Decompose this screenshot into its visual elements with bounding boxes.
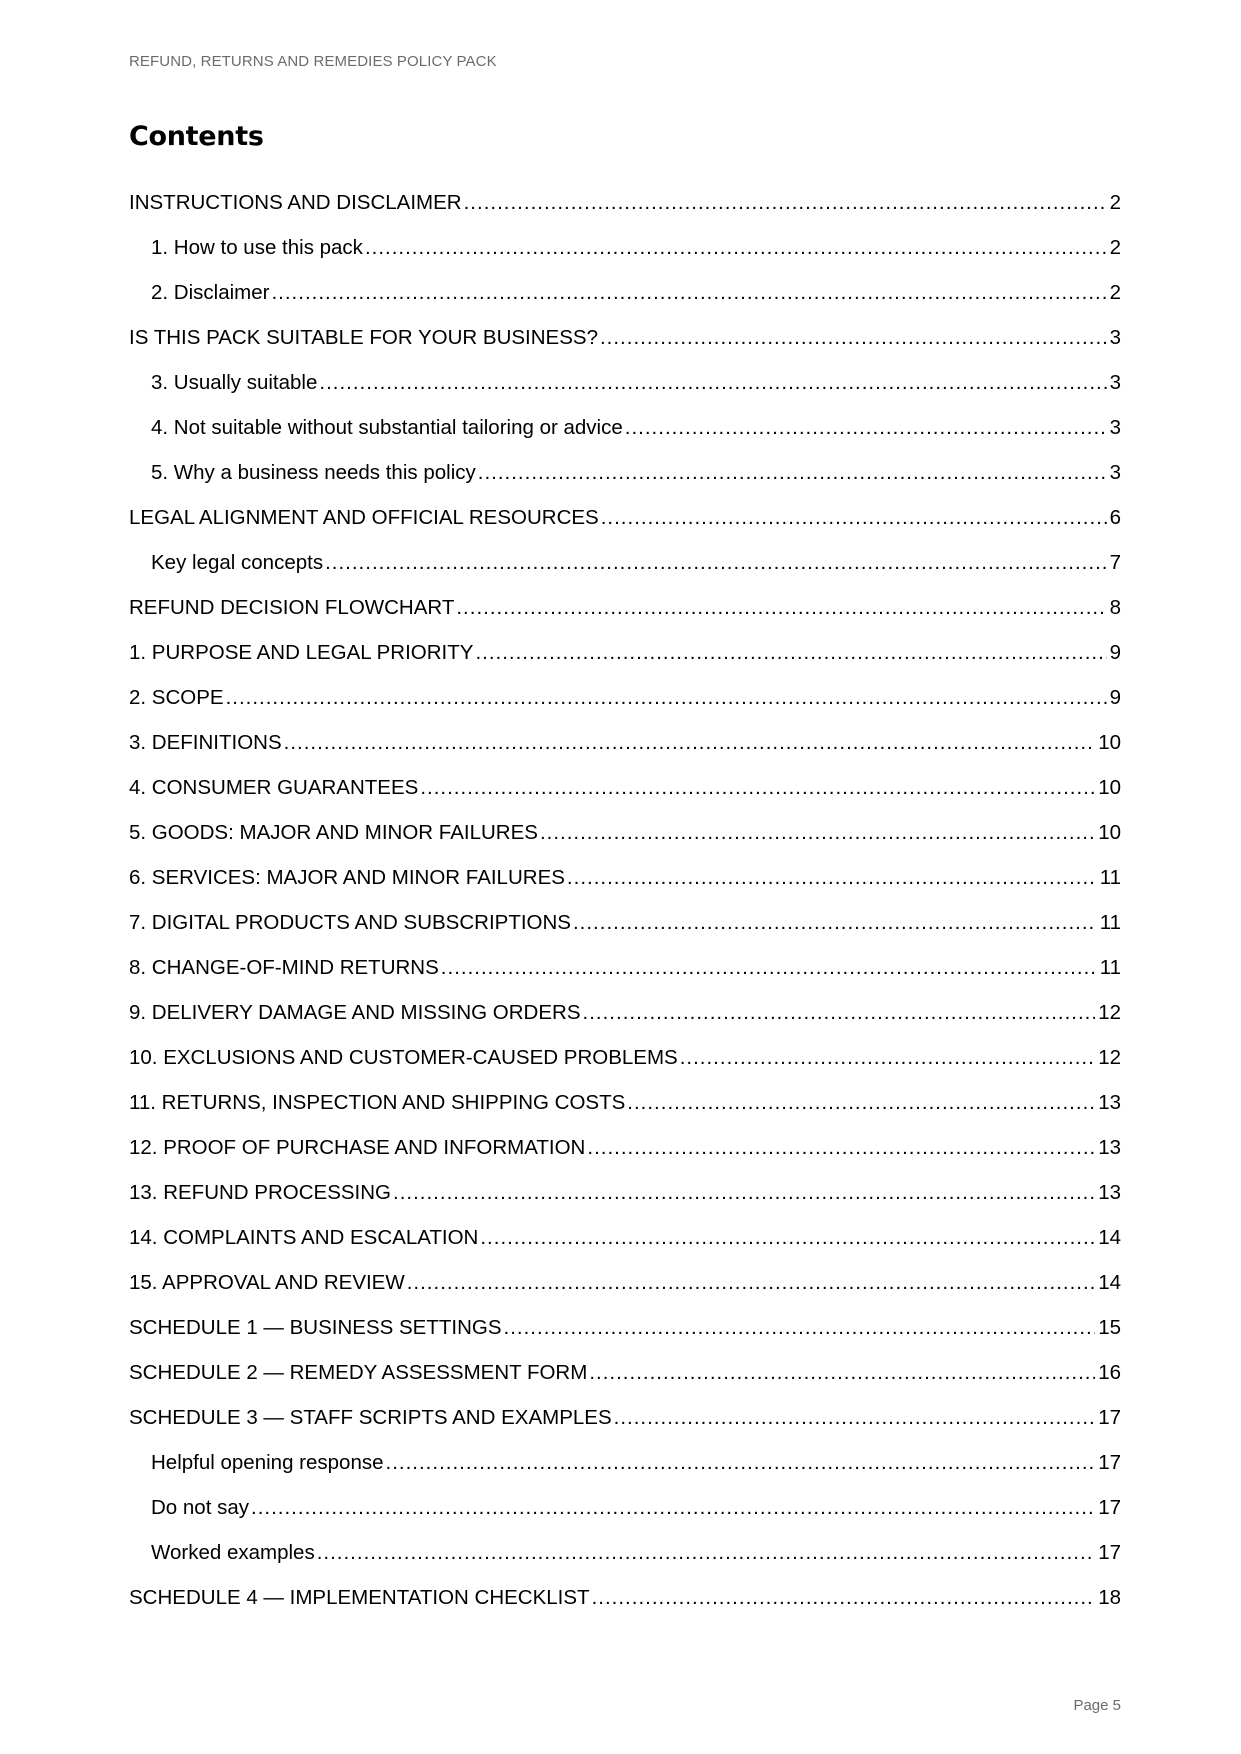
toc-entry[interactable]	[129, 370, 1121, 415]
toc-entry-page: 17	[1098, 1406, 1121, 1429]
toc-entry-title: INSTRUCTIONS AND DISCLAIMER	[129, 191, 462, 214]
toc-entry[interactable]	[129, 820, 1121, 865]
toc-entry-page: 11	[1099, 911, 1121, 934]
toc-entry-title: SCHEDULE 1 — BUSINESS SETTINGS	[129, 1316, 502, 1339]
toc-entry-title: SCHEDULE 4 — IMPLEMENTATION CHECKLIST	[129, 1586, 590, 1609]
toc-dot-leader	[319, 370, 1106, 395]
toc-entry[interactable]	[129, 415, 1121, 460]
toc-entry-title: 13. REFUND PROCESSING	[129, 1181, 391, 1204]
toc-entry-page: 2	[1109, 281, 1121, 304]
toc-entry-page: 13	[1098, 1091, 1121, 1114]
toc-dot-leader	[540, 820, 1095, 845]
toc-entry-page: 3	[1109, 416, 1121, 439]
toc-entry-page: 3	[1109, 326, 1121, 349]
table-of-contents	[129, 190, 1121, 1630]
toc-entry[interactable]	[129, 1090, 1121, 1135]
toc-dot-leader	[441, 955, 1097, 980]
toc-entry-page: 12	[1098, 1046, 1121, 1069]
toc-entry-page: 17	[1098, 1541, 1121, 1564]
toc-entry-title: Helpful opening response	[151, 1451, 384, 1474]
toc-entry[interactable]	[129, 1540, 1121, 1585]
toc-dot-leader	[589, 1360, 1095, 1385]
toc-dot-leader	[573, 910, 1097, 935]
toc-entry-page: 10	[1098, 776, 1121, 799]
toc-entry-title: 5. Why a business needs this policy	[151, 461, 476, 484]
toc-entry-title: 15. APPROVAL AND REVIEW	[129, 1271, 405, 1294]
toc-entry-title: 8. CHANGE-OF-MIND RETURNS	[129, 956, 439, 979]
contents-title: Contents	[129, 121, 264, 152]
page-number: Page 5	[1073, 1697, 1121, 1714]
toc-entry[interactable]	[129, 595, 1121, 640]
toc-entry-title: Do not say	[151, 1496, 249, 1519]
toc-dot-leader	[226, 685, 1107, 710]
toc-dot-leader	[464, 190, 1107, 215]
toc-entry-page: 6	[1109, 506, 1121, 529]
toc-dot-leader	[478, 460, 1107, 485]
toc-entry[interactable]	[129, 190, 1121, 235]
toc-dot-leader	[317, 1540, 1095, 1565]
toc-entry-title: 3. Usually suitable	[151, 371, 318, 394]
toc-entry-title: REFUND DECISION FLOWCHART	[129, 596, 455, 619]
toc-entry-page: 18	[1098, 1586, 1121, 1609]
toc-entry-title: 4. CONSUMER GUARANTEES	[129, 776, 419, 799]
toc-entry-page: 12	[1098, 1001, 1121, 1024]
toc-entry-title: 2. Disclaimer	[151, 281, 270, 304]
toc-entry-title: IS THIS PACK SUITABLE FOR YOUR BUSINESS?	[129, 326, 598, 349]
toc-dot-leader	[271, 280, 1106, 305]
toc-dot-leader	[680, 1045, 1095, 1070]
toc-entry-title: 5. GOODS: MAJOR AND MINOR FAILURES	[129, 821, 538, 844]
toc-entry-page: 17	[1098, 1496, 1121, 1519]
toc-entry-title: 4. Not suitable without substantial tailoring or advice	[151, 416, 623, 439]
toc-entry-title: 10. EXCLUSIONS AND CUSTOMER-CAUSED PROBLEMS	[129, 1046, 678, 1069]
toc-entry-page: 13	[1098, 1181, 1121, 1204]
toc-entry-page: 7	[1109, 551, 1121, 574]
toc-entry[interactable]	[129, 1405, 1121, 1450]
toc-dot-leader	[587, 1135, 1095, 1160]
toc-entry-page: 2	[1109, 191, 1121, 214]
toc-entry-page: 3	[1109, 371, 1121, 394]
toc-entry-page: 13	[1098, 1136, 1121, 1159]
toc-entry[interactable]	[129, 1585, 1121, 1630]
toc-dot-leader	[325, 550, 1107, 575]
toc-dot-leader	[567, 865, 1097, 890]
toc-entry-page: 17	[1098, 1451, 1121, 1474]
toc-entry-page: 10	[1098, 821, 1121, 844]
toc-entry[interactable]	[129, 685, 1121, 730]
toc-dot-leader	[386, 1450, 1096, 1475]
toc-entry[interactable]	[129, 730, 1121, 775]
toc-entry[interactable]	[129, 550, 1121, 595]
toc-entry[interactable]	[129, 910, 1121, 955]
toc-entry-title: 7. DIGITAL PRODUCTS AND SUBSCRIPTIONS	[129, 911, 571, 934]
toc-dot-leader	[407, 1270, 1095, 1295]
toc-entry[interactable]	[129, 1225, 1121, 1270]
toc-entry-title: 12. PROOF OF PURCHASE AND INFORMATION	[129, 1136, 586, 1159]
toc-entry-title: 11. RETURNS, INSPECTION AND SHIPPING COSTS	[129, 1091, 626, 1114]
toc-entry-page: 10	[1098, 731, 1121, 754]
toc-dot-leader	[592, 1585, 1096, 1610]
toc-entry-page: 8	[1109, 596, 1121, 619]
toc-dot-leader	[251, 1495, 1095, 1520]
toc-entry-title: LEGAL ALIGNMENT AND OFFICIAL RESOURCES	[129, 506, 599, 529]
running-header: REFUND, RETURNS AND REMEDIES POLICY PACK	[129, 53, 497, 70]
toc-dot-leader	[365, 235, 1107, 260]
toc-entry[interactable]	[129, 640, 1121, 685]
toc-entry-title: 1. How to use this pack	[151, 236, 363, 259]
toc-entry-page: 14	[1098, 1271, 1121, 1294]
toc-entry-page: 9	[1109, 641, 1121, 664]
toc-entry-page: 2	[1109, 236, 1121, 259]
toc-entry[interactable]	[129, 505, 1121, 550]
toc-dot-leader	[600, 325, 1107, 350]
toc-entry-title: Key legal concepts	[151, 551, 324, 574]
toc-dot-leader	[625, 415, 1107, 440]
toc-dot-leader	[456, 595, 1106, 620]
toc-entry[interactable]	[129, 235, 1121, 280]
toc-entry[interactable]	[129, 775, 1121, 820]
toc-entry[interactable]	[129, 955, 1121, 1000]
toc-entry[interactable]	[129, 280, 1121, 325]
toc-entry[interactable]	[129, 1270, 1121, 1315]
toc-entry-title: 6. SERVICES: MAJOR AND MINOR FAILURES	[129, 866, 565, 889]
toc-entry[interactable]	[129, 325, 1121, 370]
toc-entry-title: SCHEDULE 3 — STAFF SCRIPTS AND EXAMPLES	[129, 1406, 612, 1429]
toc-entry-page: 14	[1098, 1226, 1121, 1249]
toc-entry-title: 1. PURPOSE AND LEGAL PRIORITY	[129, 641, 474, 664]
toc-entry-title: 14. COMPLAINTS AND ESCALATION	[129, 1226, 479, 1249]
toc-dot-leader	[475, 640, 1106, 665]
toc-entry-page: 3	[1109, 461, 1121, 484]
toc-entry-page: 15	[1098, 1316, 1121, 1339]
toc-dot-leader	[583, 1000, 1096, 1025]
toc-entry-title: SCHEDULE 2 — REMEDY ASSESSMENT FORM	[129, 1361, 588, 1384]
toc-dot-leader	[284, 730, 1096, 755]
toc-entry-page: 11	[1099, 956, 1121, 979]
toc-entry-title: 3. DEFINITIONS	[129, 731, 282, 754]
toc-dot-leader	[627, 1090, 1095, 1115]
toc-entry[interactable]	[129, 865, 1121, 910]
toc-entry-page: 11	[1099, 866, 1121, 889]
toc-dot-leader	[480, 1225, 1095, 1250]
toc-dot-leader	[420, 775, 1095, 800]
toc-entry[interactable]	[129, 1000, 1121, 1045]
toc-entry[interactable]	[129, 1315, 1121, 1360]
toc-entry[interactable]	[129, 460, 1121, 505]
toc-entry-page: 9	[1109, 686, 1121, 709]
toc-entry-title: 9. DELIVERY DAMAGE AND MISSING ORDERS	[129, 1001, 581, 1024]
toc-dot-leader	[614, 1405, 1096, 1430]
toc-entry[interactable]	[129, 1450, 1121, 1495]
toc-dot-leader	[601, 505, 1107, 530]
toc-entry[interactable]	[129, 1495, 1121, 1540]
toc-entry[interactable]	[129, 1045, 1121, 1090]
toc-dot-leader	[393, 1180, 1095, 1205]
toc-entry-title: 2. SCOPE	[129, 686, 224, 709]
toc-entry[interactable]	[129, 1135, 1121, 1180]
toc-dot-leader	[504, 1315, 1096, 1340]
toc-entry[interactable]	[129, 1180, 1121, 1225]
toc-entry[interactable]	[129, 1360, 1121, 1405]
toc-entry-title: Worked examples	[151, 1541, 315, 1564]
toc-entry-page: 16	[1098, 1361, 1121, 1384]
